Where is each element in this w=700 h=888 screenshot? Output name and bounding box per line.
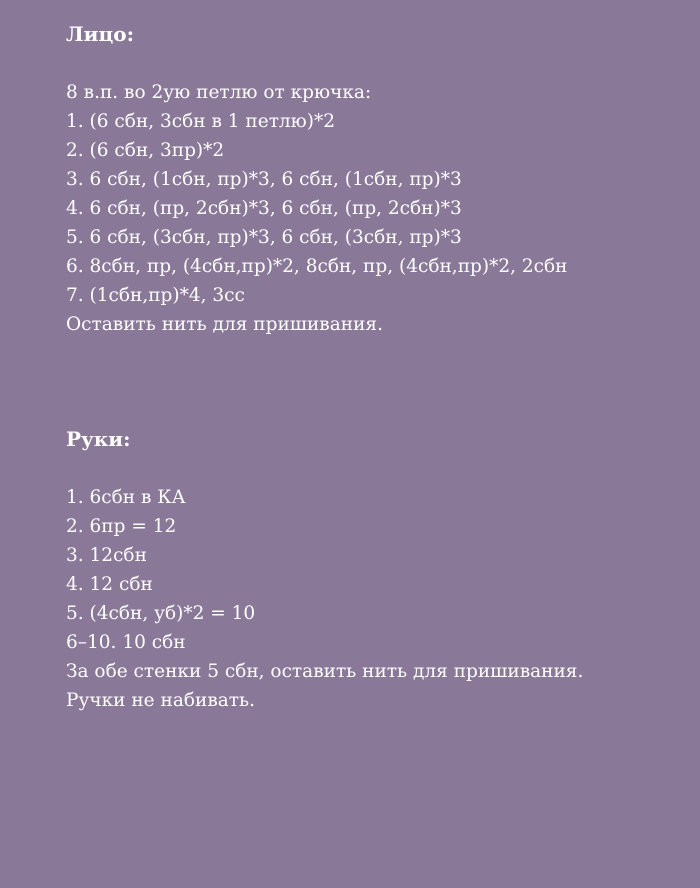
arms-instructions (66, 483, 583, 715)
arms-line: 6–10. 10 сбн (66, 632, 186, 653)
arms-line: 4. 12 сбн (66, 574, 153, 595)
face-section (66, 20, 567, 339)
face-line: 3. 6 сбн, (1сбн, пр)*3, 6 сбн, (1сбн, пр)*3 (66, 169, 462, 190)
arms-section (66, 425, 583, 715)
face-heading: Лицо: (66, 22, 135, 46)
face-line: 8 в.п. во 2ую петлю от крючка: (66, 82, 372, 103)
face-line: Оставить нить для пришивания. (66, 314, 383, 335)
arms-line: 5. (4сбн, уб)*2 = 10 (66, 603, 256, 624)
arms-line: 2. 6пр = 12 (66, 516, 177, 537)
arms-line: Ручки не набивать. (66, 690, 255, 711)
face-line: 7. (1сбн,пр)*4, 3сс (66, 285, 245, 306)
arms-line: 3. 12сбн (66, 545, 147, 566)
face-line: 4. 6 сбн, (пр, 2сбн)*3, 6 сбн, (пр, 2сбн)*3 (66, 198, 462, 219)
arms-line: За обе стенки 5 сбн, оставить нить для пришивания. (66, 661, 584, 682)
face-line: 6. 8сбн, пр, (4сбн,пр)*2, 8сбн, пр, (4сбн,пр)*2, 2сбн (66, 256, 568, 277)
arms-heading: Руки: (66, 427, 131, 451)
face-line: 2. (6 сбн, 3пр)*2 (66, 140, 225, 161)
face-line: 1. (6 сбн, 3сбн в 1 петлю)*2 (66, 111, 336, 132)
face-instructions (66, 78, 567, 339)
arms-line: 1. 6сбн в КА (66, 487, 186, 508)
face-line: 5. 6 сбн, (3сбн, пр)*3, 6 сбн, (3сбн, пр)*3 (66, 227, 462, 248)
